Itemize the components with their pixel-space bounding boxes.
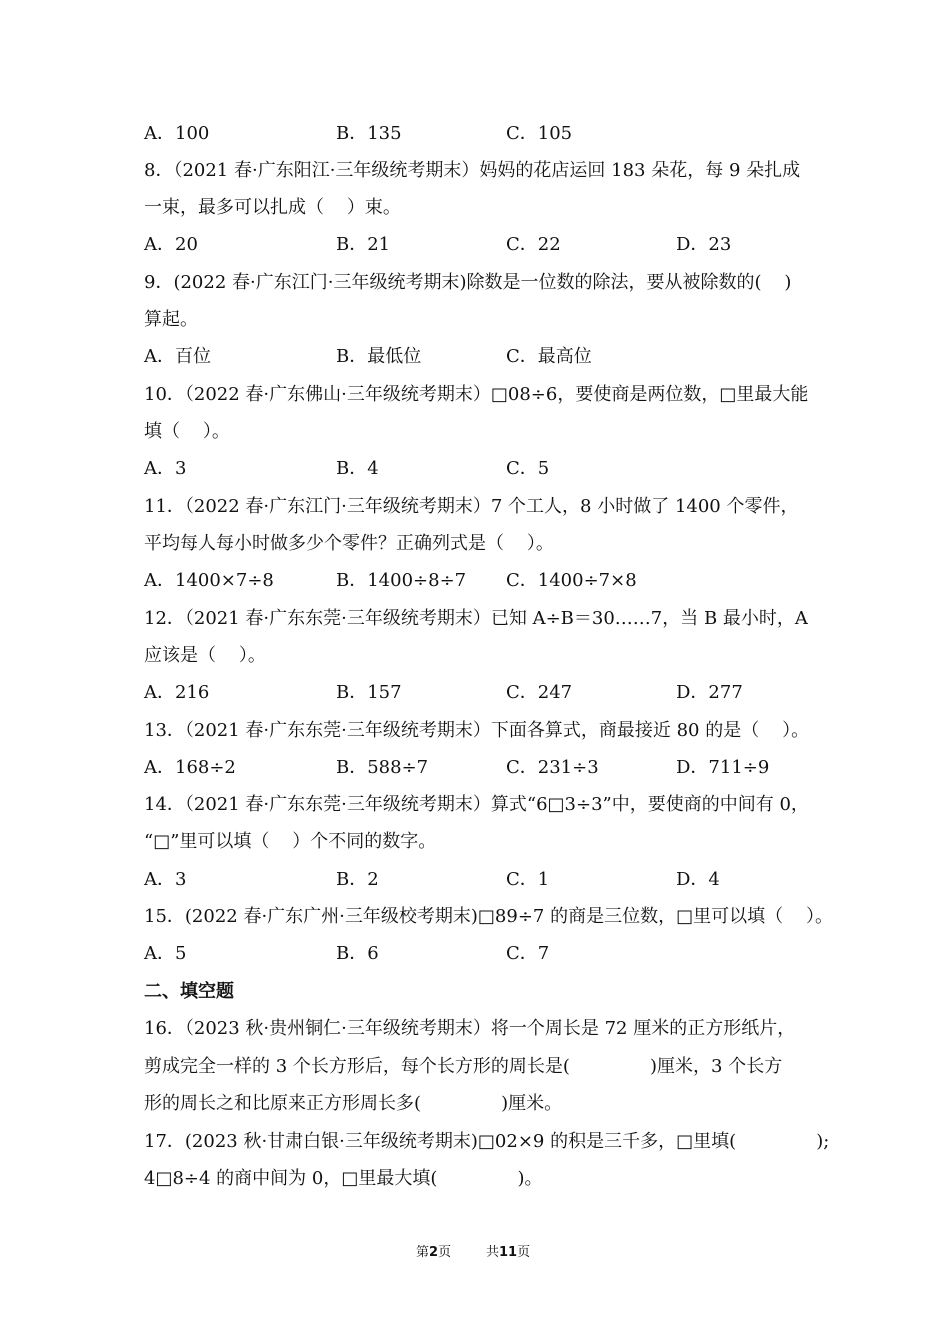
q17-line-1: 17．(2023 秋·甘肃白银·三年级统考期末)□02×9 的积是三千多，□里填( ); xyxy=(144,1131,830,1152)
q13-line-1: 13．（2021 春·广东东莞·三年级统考期末）下面各算式，商最接近 80 的是（ ）。 xyxy=(144,720,810,741)
q9-option-b: B．最低位 xyxy=(336,346,422,367)
section-heading: 二、填空题 xyxy=(144,981,234,1002)
q14-option-d: D．4 xyxy=(676,869,720,890)
q13-option-d: D．711÷9 xyxy=(676,757,770,778)
q16-line-2: 剪成完全一样的 3 个长方形后，每个长方形的周长是( )厘米，3 个长方 xyxy=(144,1056,783,1077)
q10-line-2: 填（ ）。 xyxy=(144,421,230,442)
page-total xyxy=(486,1244,530,1262)
page-number xyxy=(416,1244,451,1262)
q7-option-a: A．100 xyxy=(144,123,210,144)
q17-line-2: 4□8÷4 的商中间为 0，□里最大填( )。 xyxy=(144,1168,543,1189)
page-num: 2 xyxy=(429,1245,439,1260)
q8-option-a: A．20 xyxy=(144,234,198,255)
q15-line-1: 15．(2022 春·广东广州·三年级校考期末)□89÷7 的商是三位数，□里可以填（ ）。 xyxy=(144,906,833,927)
q15-option-c: C．7 xyxy=(506,943,550,964)
q12-option-b: B．157 xyxy=(336,682,402,703)
q12-option-c: C．247 xyxy=(506,682,573,703)
q14-option-b: B．2 xyxy=(336,869,379,890)
q12-line-1: 12．（2021 春·广东东莞·三年级统考期末）已知 A÷B＝30……7，当 B 最小时，A xyxy=(144,608,808,629)
q15-option-a: A．5 xyxy=(144,943,187,964)
q10-option-a: A．3 xyxy=(144,458,187,479)
q11-option-c: C．1400÷7×8 xyxy=(506,570,637,591)
q8-option-c: C．22 xyxy=(506,234,561,255)
q11-option-b: B．1400÷8÷7 xyxy=(336,570,467,591)
total-suffix: 页 xyxy=(517,1245,531,1260)
q16-line-1: 16．（2023 秋·贵州铜仁·三年级统考期末）将一个周长是 72 厘米的正方形纸片， xyxy=(144,1018,796,1039)
q10-line-1: 10．（2022 春·广东佛山·三年级统考期末）□08÷6，要使商是两位数，□里最大能 xyxy=(144,384,809,405)
q11-line-2: 平均每人每小时做多少个零件？正确列式是（ ）。 xyxy=(144,533,554,554)
q14-option-a: A．3 xyxy=(144,869,187,890)
q8-option-d: D．23 xyxy=(676,234,732,255)
page-prefix: 第 xyxy=(416,1245,430,1260)
q11-line-1: 11．（2022 春·广东江门·三年级统考期末）7 个工人，8 小时做了 1400 个零件， xyxy=(144,496,799,517)
q12-option-d: D．277 xyxy=(676,682,743,703)
q14-option-c: C．1 xyxy=(506,869,550,890)
q13-option-c: C．231÷3 xyxy=(506,757,599,778)
q12-line-2: 应该是（ ）。 xyxy=(144,645,266,666)
q9-option-c: C．最高位 xyxy=(506,346,592,367)
q8-line-2: 一束，最多可以扎成（ ）束。 xyxy=(144,197,401,218)
q16-line-3: 形的周长之和比原来正方形周长多( )厘米。 xyxy=(144,1093,563,1114)
q9-line-1: 9．(2022 春·广东江门·三年级统考期末)除数是一位数的除法，要从被除数的( ) xyxy=(144,272,792,293)
total-prefix: 共 xyxy=(486,1245,500,1260)
q13-option-a: A．168÷2 xyxy=(144,757,236,778)
q14-line-1: 14．（2021 春·广东东莞·三年级统考期末）算式“6□3÷3”中，要使商的中间有 0， xyxy=(144,794,809,815)
q15-option-b: B．6 xyxy=(336,943,379,964)
q8-line-1: 8．（2021 春·广东阳江·三年级统考期末）妈妈的花店运回 183 朵花，每 9 朵扎成 xyxy=(144,160,801,181)
q11-option-a: A．1400×7÷8 xyxy=(144,570,274,591)
q10-option-b: B．4 xyxy=(336,458,379,479)
q9-line-2: 算起。 xyxy=(144,309,198,330)
page-suffix: 页 xyxy=(438,1245,452,1260)
q14-line-2: “□”里可以填（ ）个不同的数字。 xyxy=(144,831,437,852)
q7-option-c: C．105 xyxy=(506,123,573,144)
q7-option-b: B．135 xyxy=(336,123,402,144)
q9-option-a: A．百位 xyxy=(144,346,211,367)
q13-option-b: B．588÷7 xyxy=(336,757,429,778)
q8-option-b: B．21 xyxy=(336,234,391,255)
total-num: 11 xyxy=(499,1245,518,1260)
q10-option-c: C．5 xyxy=(506,458,550,479)
q12-option-a: A．216 xyxy=(144,682,210,703)
